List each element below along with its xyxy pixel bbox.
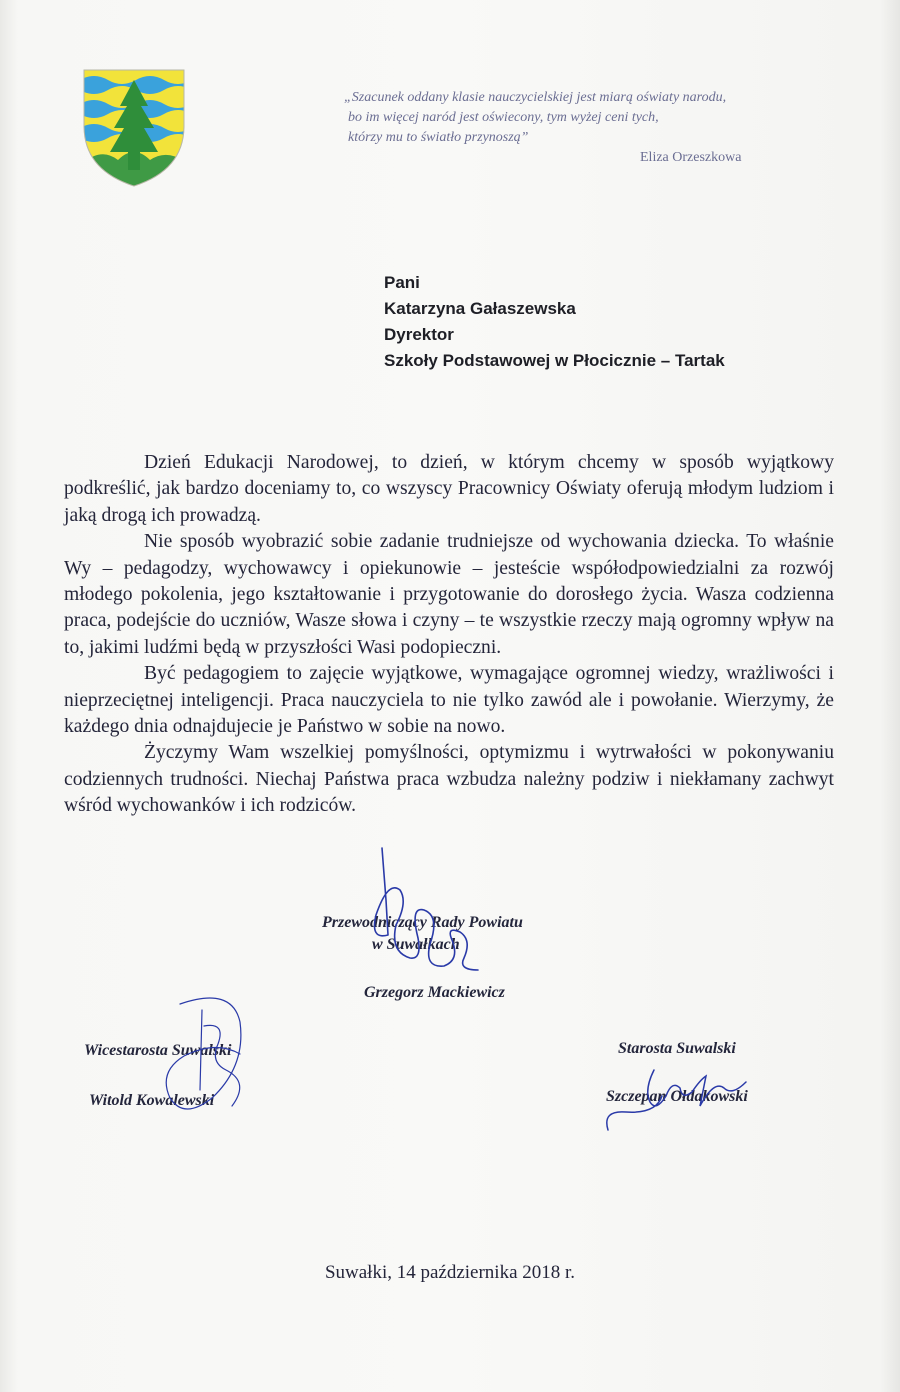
starost-title: Starosta Suwalski xyxy=(618,1040,736,1057)
addressee-block xyxy=(384,270,725,374)
letter-date: Suwałki, 14 października 2018 r. xyxy=(324,1262,576,1283)
council-chair-name: Grzegorz Mackiewicz xyxy=(364,984,505,1001)
vice-starost-title: Wicestarosta Suwalski xyxy=(84,1042,232,1059)
body-paragraph: Życzymy Wam wszelkiej pomyślności, optymizmu i wytrwałości w pokonywaniu codziennych trudności. Niechaj Państwa praca wzbudza należny podziw i niekłamany zachwyt wśród wychowanków i ich rodziców. xyxy=(64,742,834,817)
epigraph-quote xyxy=(344,88,814,148)
addressee-salutation: Pani xyxy=(384,273,420,292)
addressee-institution: Szkoły Podstawowej w Płocicznie – Tartak xyxy=(384,351,725,370)
vice-starost-signature xyxy=(140,986,290,1136)
council-chair-location: w Suwałkach xyxy=(372,936,460,953)
letter-body xyxy=(64,450,834,820)
council-chair-title: Przewodniczący Rady Powiatu xyxy=(322,914,523,931)
quote-line: którzy mu to światło przynoszą” xyxy=(348,130,529,145)
body-paragraph: Dzień Edukacji Narodowej, to dzień, w którym chcemy w sposób wyjątkowy podkreślić, jak bardzo doceniamy to, co wszyscy Pracownicy Oświaty oferują młodym ludziom i jaką drogą ich prowadzą. xyxy=(64,452,834,526)
body-paragraph: Nie sposób wyobrazić sobie zadanie trudniejsze od wychowania dziecka. To właśnie Wy – pedagodzy, wychowawcy i opiekunowie – jesteście współodpowiedzialni za rozwój młodego pokolenia, jego kształtowanie i przygotowanie do dorosłego życia. Wasza codzienna praca, podejście do uczniów, Wasze słowa i czyny – te wszystkie rzeczy mają ogromny wpływ na to, jakimi ludźmi będą w przyszłości Wasi podopieczni. xyxy=(64,531,834,658)
quote-author: Eliza Orzeszkowa xyxy=(640,150,742,165)
body-paragraph: Być pedagogiem to zajęcie wyjątkowe, wymagające ogromnej wiedzy, wrażliwości i nieprzeciętnej inteligencji. Praca nauczyciela to nie tylko zawód ale i powołanie. Wierzymy, że każdego dnia odnajdujecie je Państwo w sobie na nowo. xyxy=(64,663,834,738)
starost-name: Szczepan Ołdakowski xyxy=(606,1088,748,1105)
addressee-name: Katarzyna Gałaszewska xyxy=(384,299,576,318)
quote-line: bo im więcej naród jest oświecony, tym wyżej ceni tych, xyxy=(348,110,659,125)
coat-of-arms-icon xyxy=(80,66,188,190)
addressee-role: Dyrektor xyxy=(384,325,454,344)
vice-starost-name: Witold Kowalewski xyxy=(89,1092,215,1109)
quote-line: „Szacunek oddany klasie nauczycielskiej jest miarą oświaty narodu, xyxy=(344,90,727,105)
